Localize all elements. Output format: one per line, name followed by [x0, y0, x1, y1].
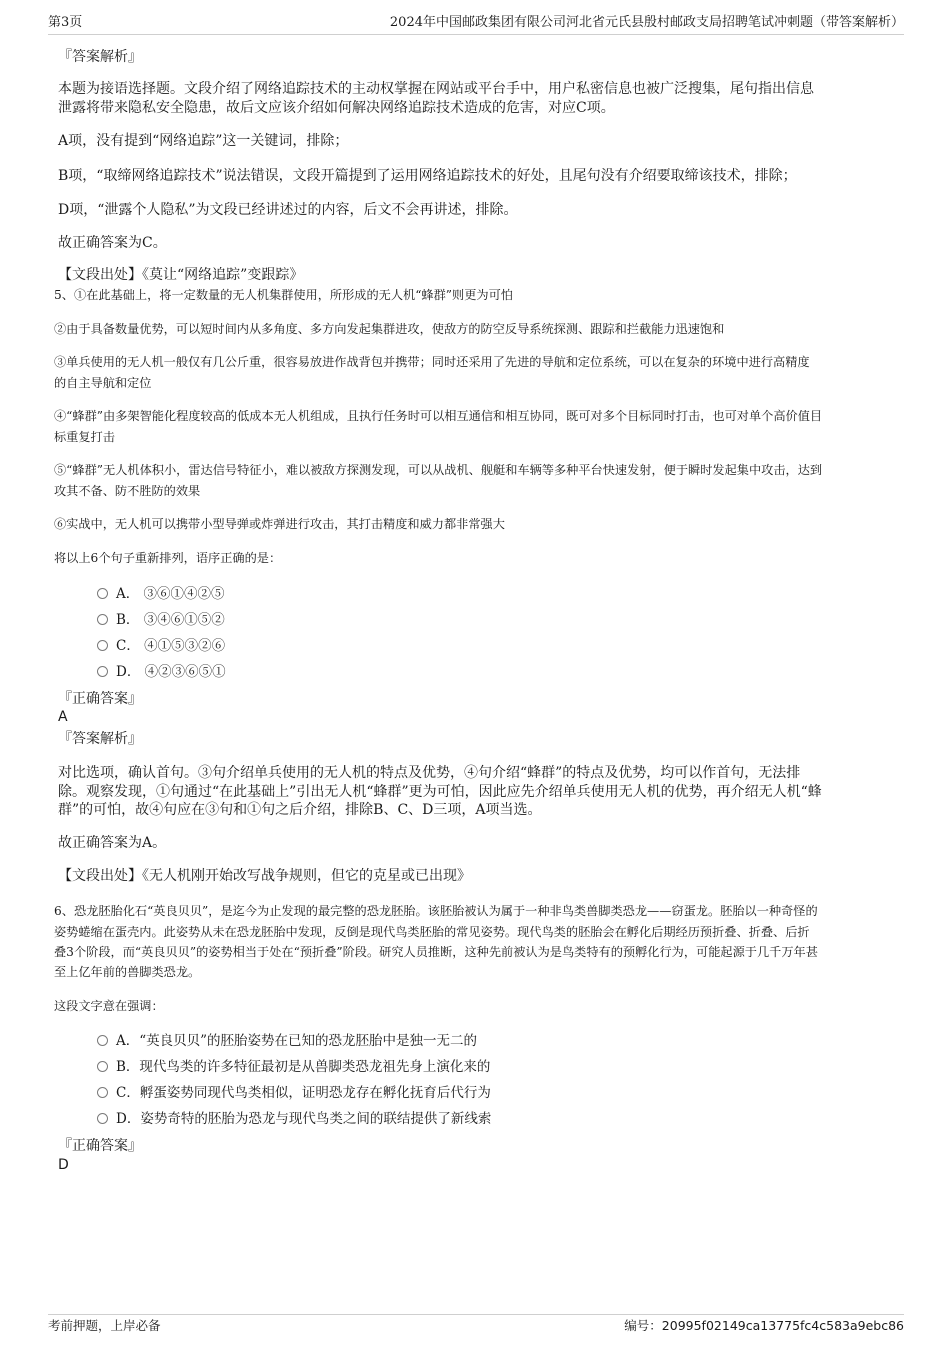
q6-answer: D	[58, 1157, 69, 1173]
q4-analysis-label: 『答案解析』	[58, 49, 142, 65]
q5-prompt: 将以上6个句子重新排列，语序正确的是：	[54, 551, 282, 565]
document-title: 2024年中国邮政集团有限公司河北省元氏县殷村邮政支局招聘笔试冲刺题（带答案解析）	[389, 15, 904, 30]
q4-source: 【文段出处】《莫让“网络追踪”变跟踪》	[58, 267, 304, 283]
q6-option-d[interactable]: D．姿势奇特的胚胎为恐龙与现代鸟类之间的联结提供了新线索	[97, 1110, 491, 1128]
radio-icon[interactable]	[97, 1113, 108, 1124]
q5-analysis-label: 『答案解析』	[58, 731, 142, 747]
q5-option-c[interactable]: C． ④①⑤③②⑥	[97, 637, 225, 655]
q5-sentence-3-line-2: 的自主导航和定位	[54, 376, 152, 390]
q4-analysis-line-1: 本题为接语选择题。文段介绍了网络追踪技术的主动权掌握在网站或平台手中，用户私密信息也被广泛搜集，尾句指出信息	[58, 81, 814, 97]
page-header	[48, 14, 904, 35]
q6-option-c[interactable]: C．孵蛋姿势同现代鸟类相似，证明恐龙存在孵化抚育后代行为	[97, 1084, 491, 1102]
q5-option-b[interactable]: B． ③④⑥①⑤②	[97, 611, 225, 629]
q4-point-a: A项，没有提到“网络追踪”这一关键词，排除；	[58, 133, 349, 149]
q5-analysis-line-2: 除。观察发现，①句通过“在此基础上”引出无人机“蜂群”更为可怕，因此应先介绍单兵使用无人机的优势，再介绍无人机“蜂	[58, 784, 822, 800]
radio-icon[interactable]	[97, 588, 108, 599]
q5-sentence-4-line-2: 标重复打击	[54, 430, 115, 444]
q5-sentence-1: 5、①在此基础上，将一定数量的无人机集群使用，所形成的无人机“蜂群”则更为可怕	[54, 288, 513, 302]
q6-stem-line-2: 姿势蜷缩在蛋壳内。此姿势从未在恐龙胚胎中发现，反倒是现代鸟类胚胎的常见姿势。现代鸟类的胚胎会在孵化后期经历预折叠、折叠、后折	[54, 925, 810, 939]
page-footer	[48, 1314, 904, 1337]
footer-slogan: 考前押题，上岸必备	[48, 1318, 161, 1333]
q4-conclusion: 故正确答案为C。	[58, 235, 167, 251]
q5-sentence-3-line-1: ③单兵使用的无人机一般仅有几公斤重，很容易放进作战背包并携带；同时还采用了先进的导航和定位系统，可以在复杂的环境中进行高精度	[54, 355, 810, 369]
radio-icon[interactable]	[97, 1087, 108, 1098]
q4-analysis-line-2: 泄露将带来隐私安全隐患，故后文应该介绍如何解决网络追踪技术造成的危害，对应C项。	[58, 100, 615, 116]
radio-icon[interactable]	[97, 614, 108, 625]
q5-sentence-5-line-1: ⑤“蜂群”无人机体积小，雷达信号特征小，难以被敌方探测发现，可以从战机、舰艇和车辆等多种平台快速发射，便于瞬时发起集中攻击，达到	[54, 463, 823, 477]
q5-analysis-line-1: 对比选项，确认首句。③句介绍单兵使用的无人机的特点及优势，④句介绍“蜂群”的特点及优势，均可以作首句，无法排	[58, 765, 801, 781]
q6-prompt: 这段文字意在强调：	[54, 999, 164, 1013]
q6-option-b[interactable]: B．现代鸟类的许多特征最初是从兽脚类恐龙祖先身上演化来的	[97, 1058, 490, 1076]
radio-icon[interactable]	[97, 1035, 108, 1046]
q5-answer: A	[58, 709, 68, 725]
q5-sentence-4-line-1: ④“蜂群”由多架智能化程度较高的低成本无人机组成，且执行任务时可以相互通信和相互协同，既可对多个目标同时打击，也可对单个高价值目	[54, 409, 823, 423]
q6-answer-label: 『正确答案』	[58, 1138, 142, 1154]
q6-stem-line-1: 6、恐龙胚胎化石“英良贝贝”，是迄今为止发现的最完整的恐龙胚胎。该胚胎被认为属于一种非鸟类兽脚类恐龙——窃蛋龙。胚胎以一种奇怪的	[54, 904, 818, 918]
q5-conclusion: 故正确答案为A。	[58, 835, 167, 851]
q4-point-d: D项，“泄露个人隐私”为文段已经讲述过的内容，后文不会再讲述，排除。	[58, 202, 518, 218]
radio-icon[interactable]	[97, 640, 108, 651]
radio-icon[interactable]	[97, 666, 108, 677]
q6-option-a[interactable]: A．“英良贝贝”的胚胎姿势在已知的恐龙胚胎中是独一无二的	[97, 1032, 477, 1050]
q4-point-b: B项，“取缔网络追踪技术”说法错误，文段开篇提到了运用网络追踪技术的好处，且尾句没有介绍要取缔该技术，排除；	[58, 168, 797, 184]
q5-option-d[interactable]: D． ④②③⑥⑤①	[97, 663, 226, 681]
radio-icon[interactable]	[97, 1061, 108, 1072]
q6-stem-line-4: 至上亿年前的兽脚类恐龙。	[54, 965, 201, 979]
q5-sentence-2: ②由于具备数量优势，可以短时间内从多角度、多方向发起集群进攻，使敌方的防空反导系统探测、跟踪和拦截能力迅速饱和	[54, 322, 725, 336]
page-number: 第3页	[48, 15, 83, 30]
q5-sentence-6: ⑥实战中，无人机可以携带小型导弹或炸弹进行攻击，其打击精度和威力都非常强大	[54, 517, 505, 531]
q5-answer-label: 『正确答案』	[58, 691, 142, 707]
q5-option-a[interactable]: A． ③⑥①④②⑤	[97, 585, 225, 603]
q5-source: 【文段出处】《无人机刚开始改写战争规则，但它的克星或已出现》	[58, 868, 471, 884]
q6-stem-line-3: 叠3个阶段，而“英良贝贝”的姿势相当于处在“预折叠”阶段。研究人员推断，这种先前被认为是鸟类特有的预孵化行为，可能起源于几千万年甚	[54, 945, 818, 959]
q5-analysis-line-3: 群”的可怕，故④句应在③句和①句之后介绍，排除B、C、D三项，A项当选。	[58, 802, 542, 818]
q5-sentence-5-line-2: 攻其不备、防不胜防的效果	[54, 484, 201, 498]
footer-serial: 编号：20995f02149ca13775fc4c583a9ebc86	[624, 1318, 904, 1333]
